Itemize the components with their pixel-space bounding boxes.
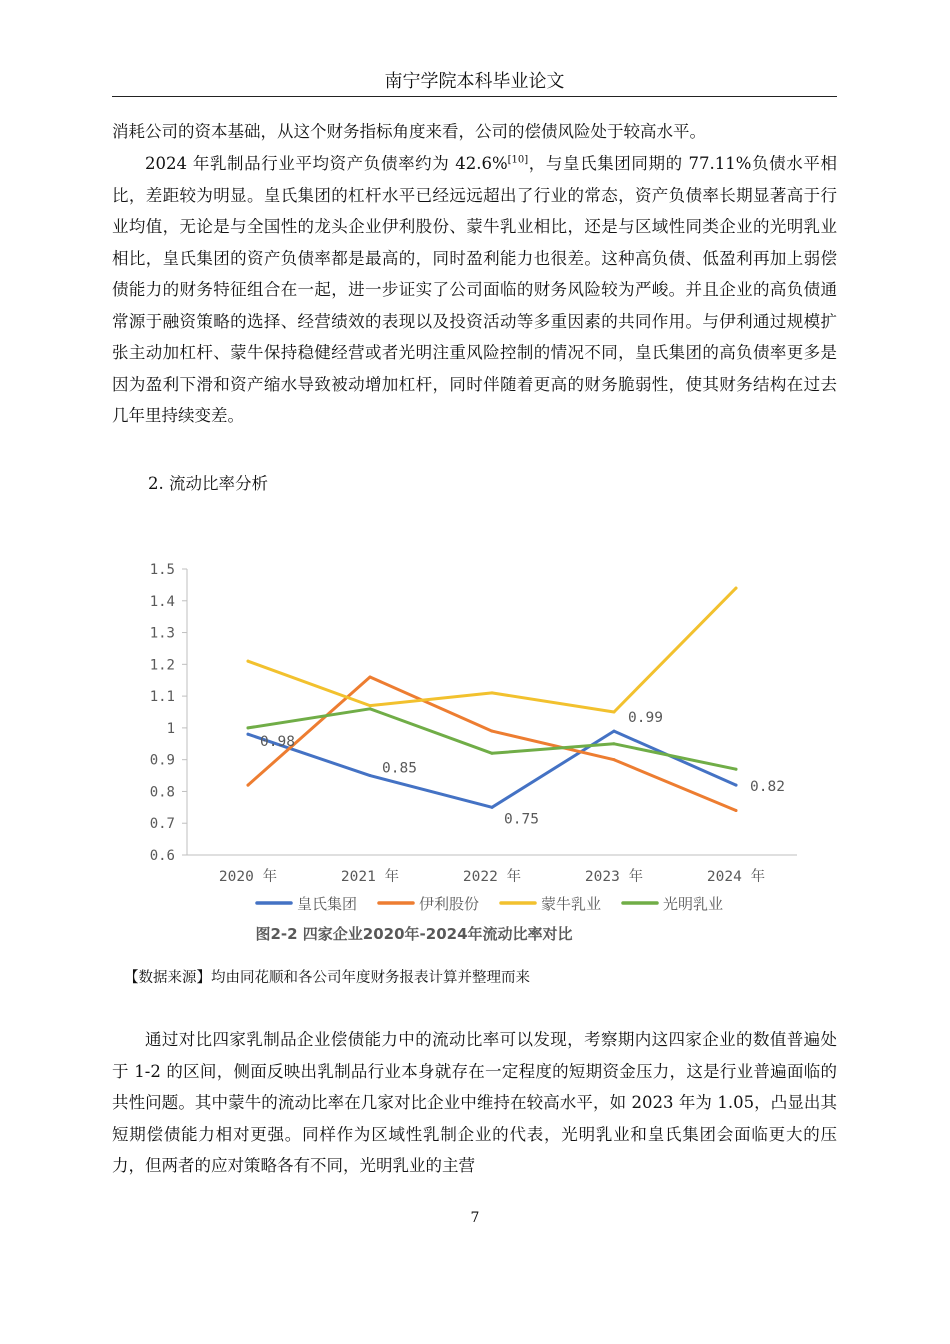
source-label: 【数据来源】 — [124, 970, 211, 986]
series-2-point — [247, 784, 250, 787]
legend-label-4: 光明乳业 — [663, 895, 724, 913]
series-3-point — [735, 587, 738, 590]
chart-container — [112, 540, 837, 960]
series-4-point — [369, 707, 372, 710]
line-chart — [112, 540, 837, 960]
series-2-point — [491, 730, 494, 733]
y-tick-label: 0.8 — [149, 784, 175, 801]
y-tick-label: 1.1 — [149, 689, 175, 706]
series-4-point — [613, 742, 616, 745]
data-label: 0.85 — [382, 760, 417, 777]
citation-ref: [10] — [507, 154, 529, 166]
x-tick-label: 2022 年 — [462, 869, 522, 885]
section-heading: 2. 流动比率分析 — [148, 474, 268, 493]
legend-label-2: 伊利股份 — [419, 895, 480, 913]
data-label: 0.99 — [628, 710, 663, 727]
paragraph-2 — [112, 148, 837, 432]
series-2-point — [369, 676, 372, 679]
y-tick-label: 1.2 — [149, 657, 175, 674]
series-line-1 — [248, 731, 736, 807]
x-tick-label: 2021 年 — [340, 869, 400, 885]
data-label: 0.75 — [504, 811, 539, 828]
page-number: 7 — [470, 1210, 480, 1226]
source-text: 均由同花顺和各公司年度财务报表计算并整理而来 — [211, 970, 530, 986]
y-tick-label: 0.7 — [149, 816, 175, 833]
y-tick-label: 0.6 — [149, 848, 175, 864]
paragraph-3: 通过对比四家乳制品企业偿债能力中的流动比率可以发现，考察期内这四家企业的数值普遍处于 1-2 的区间，侧面反映出乳制品行业本身就存在一定程度的短期资金压力，这是行业普遍面临的共性问题。其中蒙牛的流动比率在几家对比企业中维持在较高水平，如 2023 年为 1.05，凸显出其短期偿债能力相对更强。同样作为区域性乳制企业的代表，光明乳业和皇氏集团会面临更大的压力，但两者的应对策略各有不同，光明乳业的主营 — [112, 1030, 837, 1175]
paragraph-2-part-b: ，与皇氏集团同期的 77.11%负债水平相比，差距较为明显。皇氏集团的杠杆水平已经远远超出了行业的常态，资产负债率长期显著高于行业均值，无论是与全国性的龙头企业伊利股份、蒙牛乳业相比，还是与区域性同类企业的光明乳业相比，皇氏集团的资产负债率都是最高的，同时盈利能力也很差。这种高负债、低盈利再加上弱偿债能力的财务特征组合在一起，进一步证实了公司面临的财务风险较为严峻。并且企业的高负债通常源于融资策略的选择、经营绩效的表现以及投资活动等多重因素的共同作用。与伊利通过规模扩张主动加杠杆、蒙牛保持稳健经营或者光明注重风险控制的情况不同，皇氏集团的高负债率更多是因为盈利下滑和资产缩水导致被动增加杠杆，同时伴随着更高的财务脆弱性，使其财务结构在过去几年里持续变差。 — [112, 154, 837, 425]
y-tick-label: 0.9 — [149, 752, 175, 769]
data-label: 0.82 — [750, 779, 785, 796]
paragraph-2-part-a: 2024 年乳制品行业平均资产负债率约为 42.6% — [145, 154, 508, 173]
series-3-point — [613, 711, 616, 714]
x-tick-label: 2020 年 — [218, 869, 278, 885]
series-3-point — [491, 691, 494, 694]
series-1-point — [369, 774, 372, 777]
y-tick-label: 1.3 — [149, 625, 175, 642]
paragraph-1: 消耗公司的资本基础，从这个财务指标角度来看，公司的偿债风险处于较高水平。 — [112, 122, 706, 141]
x-tick-label: 2024 年 — [706, 869, 766, 885]
series-4-point — [491, 752, 494, 755]
legend-label-3: 蒙牛乳业 — [541, 895, 602, 913]
y-tick-label: 1.4 — [149, 593, 175, 610]
page-header — [112, 68, 837, 97]
series-1-point — [735, 784, 738, 787]
y-tick-label: 1.5 — [149, 562, 175, 578]
series-1-point — [247, 733, 250, 736]
series-2-point — [613, 758, 616, 761]
legend-label-1: 皇氏集团 — [297, 895, 358, 913]
data-source-note — [124, 966, 530, 990]
series-1-point — [491, 806, 494, 809]
header-title: 南宁学院本科毕业论文 — [384, 71, 565, 92]
series-1-point — [613, 730, 616, 733]
x-tick-label: 2023 年 — [584, 869, 644, 885]
chart-title: 图2-2 四家企业2020年-2024年流动比率对比 — [255, 925, 573, 943]
data-label: 0.98 — [260, 734, 295, 751]
series-3-point — [369, 704, 372, 707]
series-line-2 — [248, 677, 736, 811]
series-4-point — [247, 726, 250, 729]
series-3-point — [247, 660, 250, 663]
series-2-point — [735, 809, 738, 812]
y-tick-label: 1 — [166, 720, 175, 737]
series-4-point — [735, 768, 738, 771]
